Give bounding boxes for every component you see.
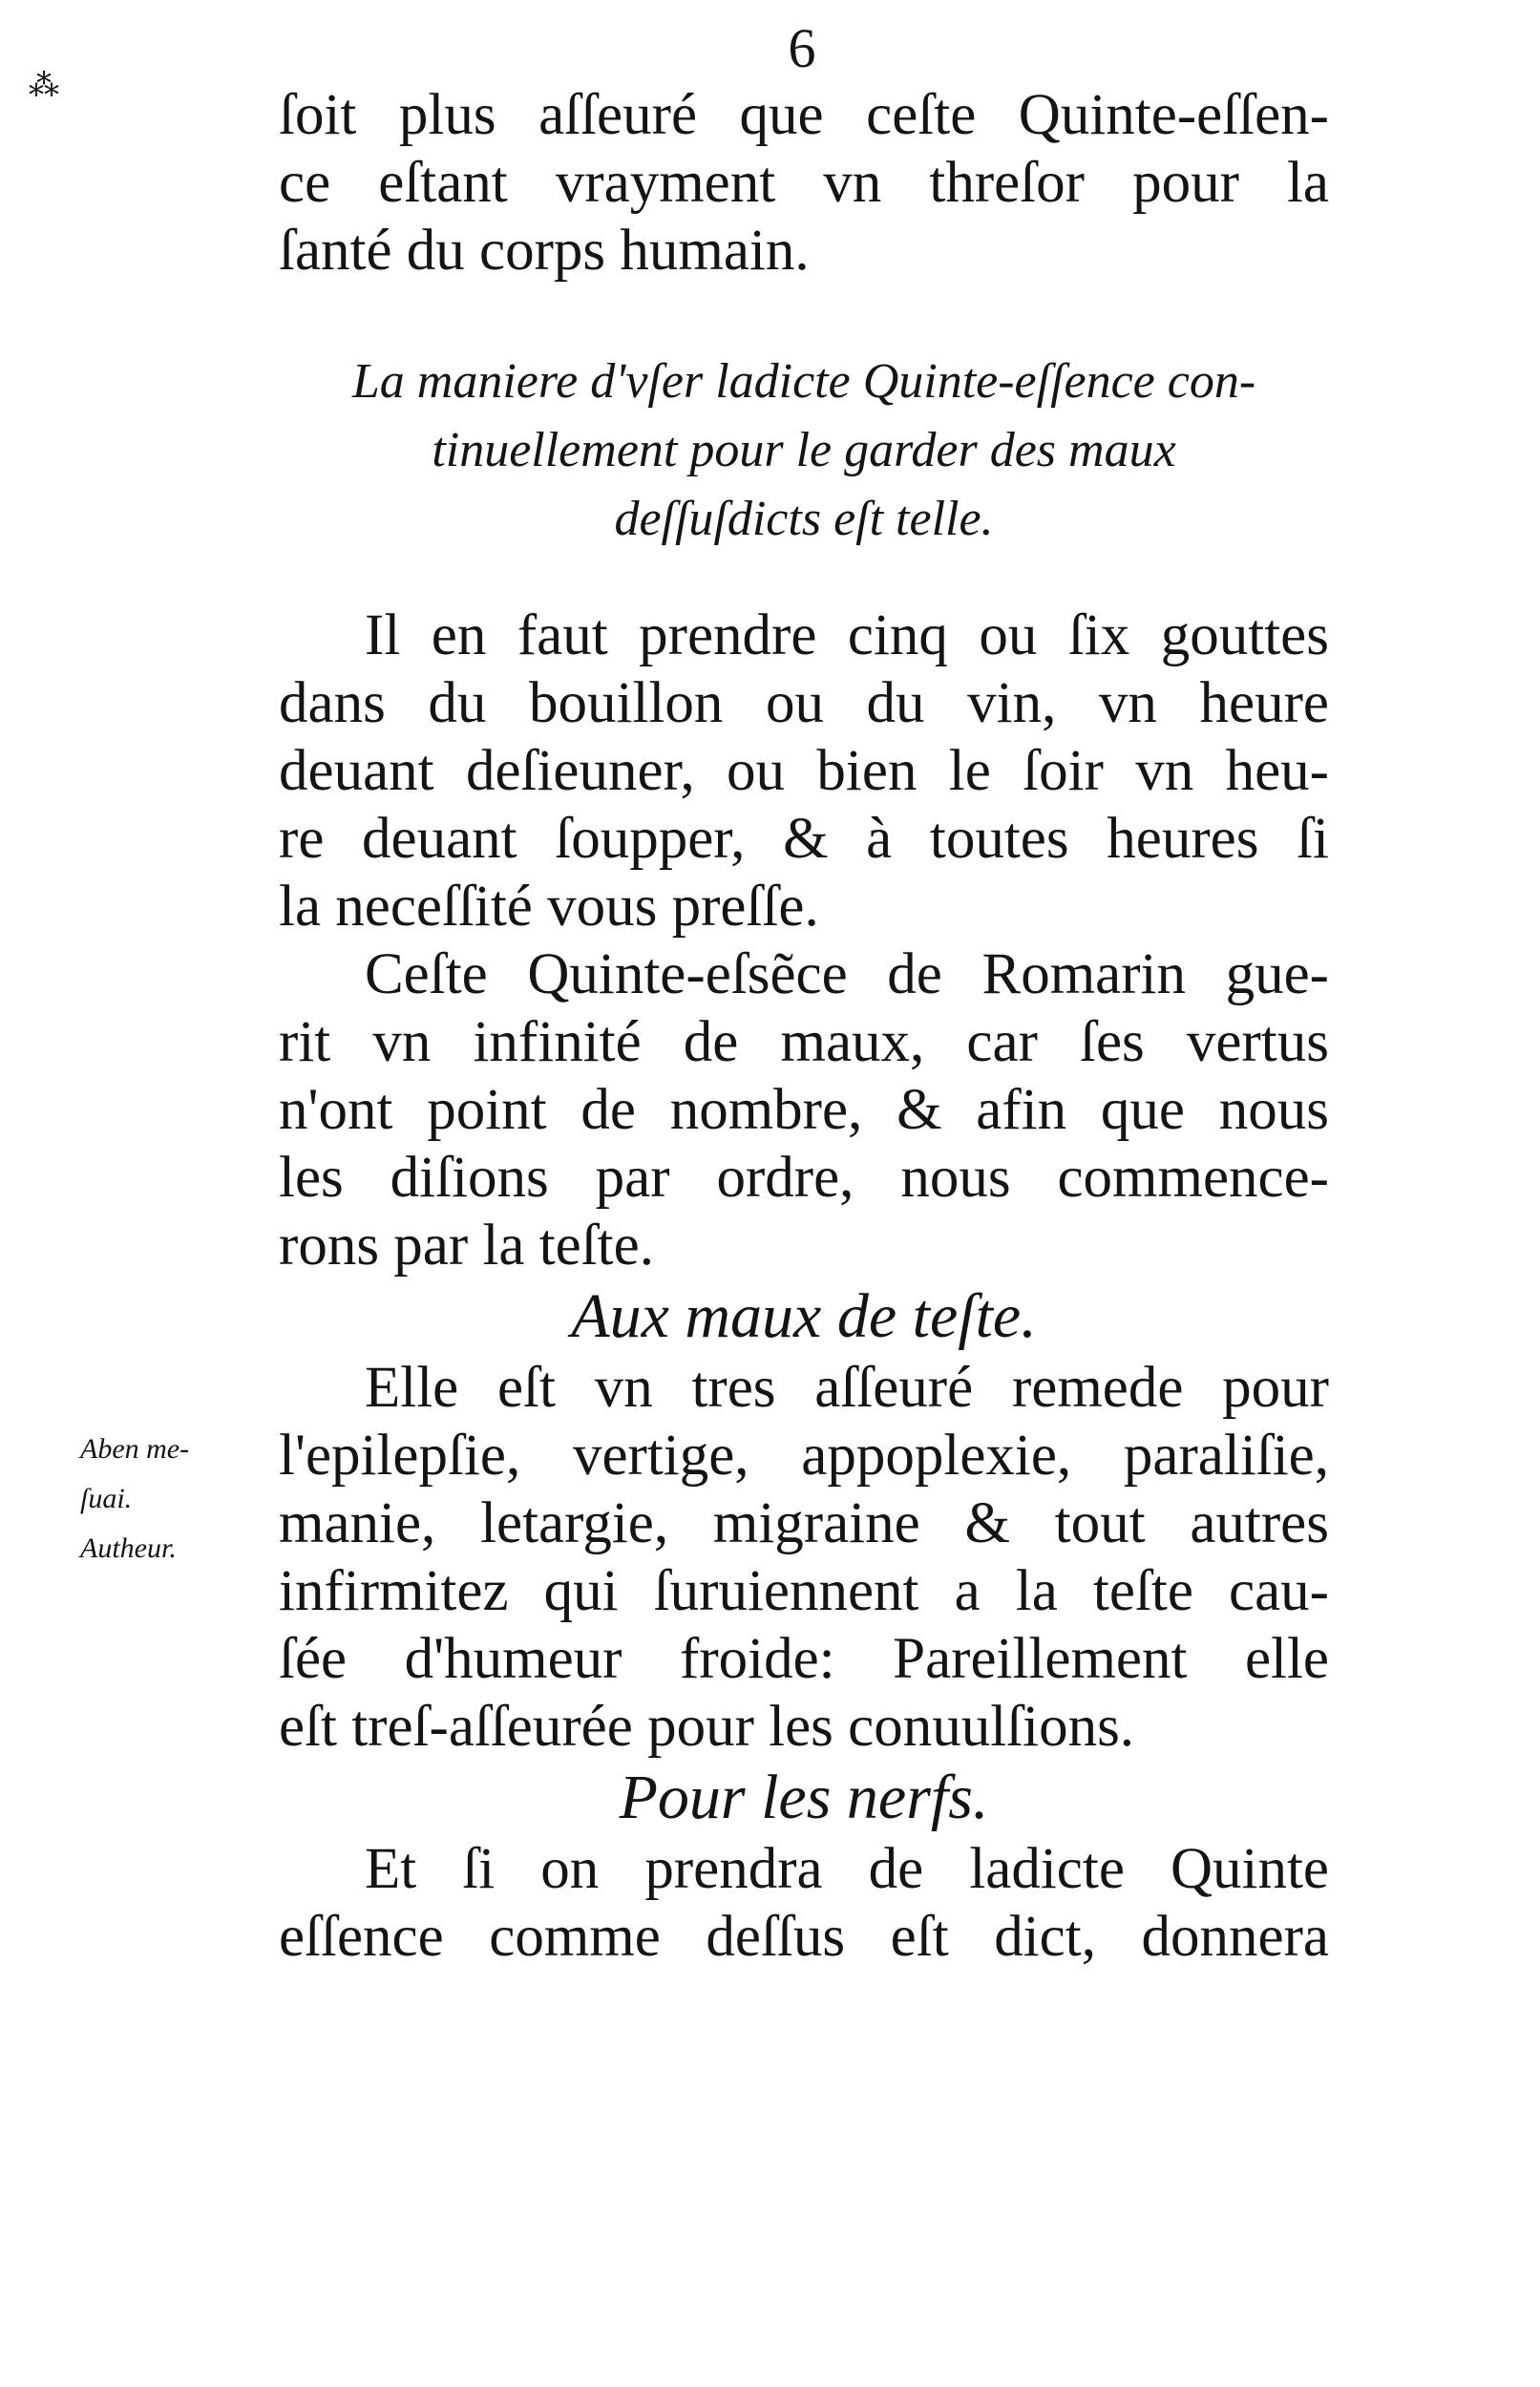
margin-note-line: ſuai. bbox=[80, 1483, 133, 1514]
text-line: dans du bouillon ou du vin, vn heure bbox=[279, 671, 1329, 735]
heading-maux-de-teste: Aux maux de teſte. bbox=[571, 1281, 1037, 1351]
opening-paragraph bbox=[279, 81, 1329, 285]
text-line: Ceſte Quinte-eſsẽce de Romarin gue- bbox=[365, 942, 1329, 1006]
text-line: infirmitez qui ſuruiennent a la teſte cau- bbox=[279, 1559, 1329, 1623]
text-line: ſanté du corps humain. bbox=[279, 219, 810, 283]
text-block bbox=[279, 81, 1329, 1971]
text-line: Il en faut prendre cinq ou ſix gouttes bbox=[365, 603, 1329, 667]
margin-note-line: Aben me- bbox=[80, 1433, 190, 1465]
text-line: ſoit plus aſſeuré que ceſte Quinte-eſſen- bbox=[279, 83, 1329, 147]
text-line: n'ont point de nombre, & afin que nous bbox=[279, 1078, 1329, 1142]
text-line: deuant deſieuner, ou bien le ſoir vn heu- bbox=[279, 739, 1329, 803]
text-line: rons par la teſte. bbox=[279, 1214, 654, 1278]
section-title-line: deſſuſdicts eſt telle. bbox=[614, 492, 994, 546]
ink-mark: ⁂ bbox=[29, 68, 59, 102]
margin-note-line: Autheur. bbox=[80, 1532, 177, 1564]
paragraph-virtues bbox=[279, 940, 1329, 1279]
heading-pour-les-nerfs: Pour les nerfs. bbox=[619, 1763, 989, 1832]
text-line: l'epilepſie, vertige, appoplexie, paraliſie, bbox=[279, 1424, 1329, 1488]
section-title-line: tinuellement pour le garder des maux bbox=[432, 423, 1176, 477]
paragraph-head-ailments bbox=[279, 1354, 1329, 1761]
margin-note bbox=[80, 1425, 271, 1574]
text-line: la neceſſité vous preſſe. bbox=[279, 875, 819, 939]
page-number: 6 bbox=[788, 17, 816, 79]
text-line: eſt treſ-aſſeurée pour les conuulſions. bbox=[279, 1695, 1135, 1759]
section-title-line: La maniere d'vſer ladicte Quinte-eſſence con- bbox=[351, 354, 1256, 409]
text-line: Et ſi on prendra de ladicte Quinte bbox=[365, 1837, 1329, 1901]
text-line: eſſence comme deſſus eſt dict, donnera bbox=[279, 1905, 1329, 1969]
paragraph-nerves bbox=[279, 1835, 1329, 1971]
text-line: ce eſtant vrayment vn threſor pour la bbox=[279, 151, 1329, 215]
text-line: rit vn infinité de maux, car ſes vertus bbox=[279, 1010, 1329, 1074]
text-line: manie, letargie, migraine & tout autres bbox=[279, 1491, 1329, 1555]
text-line: ſée d'humeur froide: Pareillement elle bbox=[279, 1627, 1329, 1691]
text-line: Elle eſt vn tres aſſeuré remede pour bbox=[365, 1356, 1329, 1420]
text-line: les diſions par ordre, nous commence- bbox=[279, 1146, 1329, 1210]
section-title bbox=[279, 348, 1329, 554]
paragraph-dosage bbox=[279, 602, 1329, 940]
text-line: re deuant ſoupper, & à toutes heures ſi bbox=[279, 807, 1329, 871]
